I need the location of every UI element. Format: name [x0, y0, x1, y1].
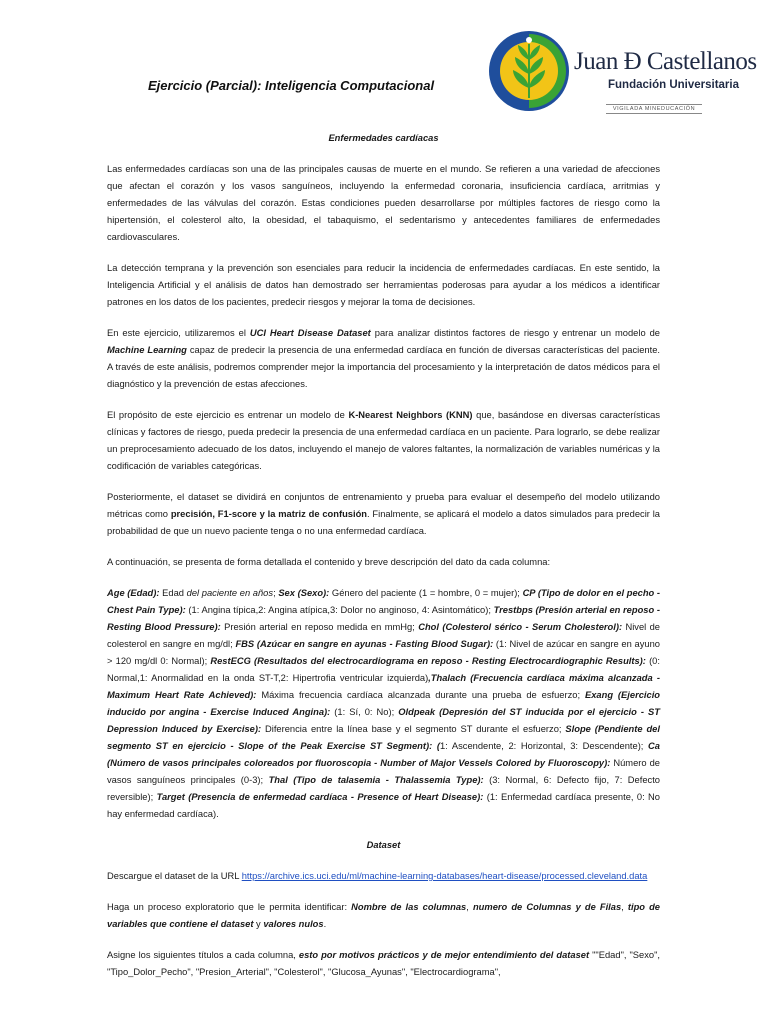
paragraph-columns-intro: A continuación, se presenta de forma detallada el contenido y breve descripción del dato da cada columna:	[107, 557, 551, 567]
paragraph-metrics: Posteriormente, el dataset se dividirá en conjuntos de entrenamiento y prueba para evaluar el desempeño del modelo utilizando métricas como precisión, F1-score y la matriz de confusión. Finalmente, se aplicará el modelo a datos simulados para predecir la probabilidad de que un nuevo paciente tenga o no una enfermedad cardíaca.	[107, 492, 660, 536]
paragraph-purpose: El propósito de este ejercicio es entrenar un modelo de K-Nearest Neighbors (KNN) que, basándose en diversas características clínicas y factores de riesgo, pueda predecir la presencia de una enfermedad cardíaca en un paciente. Para lograrlo, se debe realizar un preprocesamiento adecuado de los datos, incluyendo el manejo de valores faltantes, la normalización de variables numéricas y la codificación de variables categóricas.	[107, 410, 660, 471]
paragraph-detection: La detección temprana y la prevención son esenciales para reducir la incidencia de enfermedades cardíacas. En este sentido, la Inteligencia Artificial y el análisis de datos han demostrado ser herramientas poderosas para ayudar a los médicos a identificar patrones en los datos de los pacientes, predecir riesgos y mejorar la toma de decisiones.	[107, 263, 660, 307]
university-logo	[488, 30, 757, 120]
paragraph-explore: Haga un proceso exploratorio que le permita identificar: Nombre de las columnas, numero de Columnas y de Filas, tipo de variables que contiene el dataset y valores nulos.	[107, 902, 660, 929]
paragraph-assign: Asigne los siguientes títulos a cada columna, esto por motivos prácticos y de mejor entendimiento del dataset ""Edad", "Sexo", "Tipo_Dolor_Pecho", "Presion_Arterial", "Colesterol", "Glucosa_Ayunas", "Electrocardiograma",	[107, 950, 661, 977]
paragraph-dataset: En este ejercicio, utilizaremos el UCI Heart Disease Dataset para analizar distintos factores de riesgo y entrenar un modelo de Machine Learning capaz de predecir la presencia de una enfermedad cardíaca en función de diversas características del paciente. A través de este análisis, podremos comprender mejor la importancia del procesamiento y la interpretación de datos médicos para el diagnóstico y la prevención de estas afecciones.	[107, 328, 660, 389]
dataset-download-link[interactable]: https://archive.ics.uci.edu/ml/machine-learning-databases/heart-disease/processed.cleveland.data	[241, 871, 648, 881]
paragraph-intro: Las enfermedades cardíacas son una de las principales causas de muerte en el mundo. Se refieren a una variedad de afecciones que afectan el corazón y los vasos sanguíneos, incluyendo la enfermedad coronaria, insuficiencia cardíaca, arritmias y enfermedades de las válvulas del corazón. Estas condiciones pueden desarrollarse por múltiples factores de riesgo como la hipertensión, el colesterol alto, la obesidad, el tabaquismo, el sedentarismo y antecedentes familiares de enfermedades cardiovasculares.	[107, 164, 660, 242]
column-descriptions: Age (Edad): Edad del paciente en años; Sex (Sexo): Género del paciente (1 = hombre, 0 = mujer); CP (Tipo de dolor en el pecho - Chest Pain Type): (1: Angina típica,2: Angina atípica,3: Dolor no anginoso, 4: Asintomático); Trestbps (Presión arterial en reposo - Resting Blood Pressure): Presión arterial en reposo medida en mmHg; Chol (Colesterol sérico - Serum Cholesterol): Nivel de colesterol en sangre en mg/dl; FBS (Azúcar en sangre en ayunas - Fasting Blood Sugar): (1: Nivel de azúcar en sangre en ayuno > 120 mg/dl 0: Normal); RestECG (Resultados del electrocardiograma en reposo - Resting Electrocardiographic Results): (0: Normal,1: Anormalidad en la onda ST-T,2: Hipertrofia ventricular izquierda),Thalach (Frecuencia cardíaca máxima alcanzada - Maximum Heart Rate Achieved): Máxima frecuencia cardíaca alcanzada durante una prueba de esfuerzo; Exang (Ejercicio inducido por angina - Exercise Induced Angina): (1: Sí, 0: No); Oldpeak (Depresión del ST inducida por el ejercicio - ST Depression Induced by Exercise): Diferencia entre la línea base y el segmento ST durante el esfuerzo; Slope (Pendiente del segmento ST en ejercicio - Slope of the Peak Exercise ST Segment): (1: Ascendente, 2: Horizontal, 3: Descendente); Ca (Número de vasos principales coloreados por fluoroscopia - Number of Major Vessels Colored by Fluoroscopy): Número de vasos sanguíneos principales (0-3); Thal (Tipo de talasemia - Thalassemia Type): (3: Normal, 6: Defecto fijo, 7: Defecto reversible); Target (Presencia de enfermedad cardíaca - Presence of Heart Disease): (1: Enfermedad cardíaca presente, 0: No hay enfermedad cardíaca).	[107, 588, 661, 819]
section-heading: Enfermedades cardíacas	[328, 133, 439, 143]
document-body	[107, 130, 660, 981]
paragraph-download: Descargue el dataset de la URL https://archive.ics.uci.edu/ml/machine-learning-databases/heart-disease/processed.cleveland.data	[107, 871, 648, 881]
logo-subtitle: Fundación Universitaria	[608, 79, 740, 91]
dataset-heading: Dataset	[366, 840, 401, 850]
document-title: Ejercicio (Parcial): Inteligencia Computacional	[148, 78, 435, 93]
university-emblem-icon	[488, 30, 570, 112]
logo-tagline: VIGILADA MINEDUCACIÓN	[606, 104, 702, 114]
logo-name: Juan Đ Castellanos	[574, 48, 757, 75]
